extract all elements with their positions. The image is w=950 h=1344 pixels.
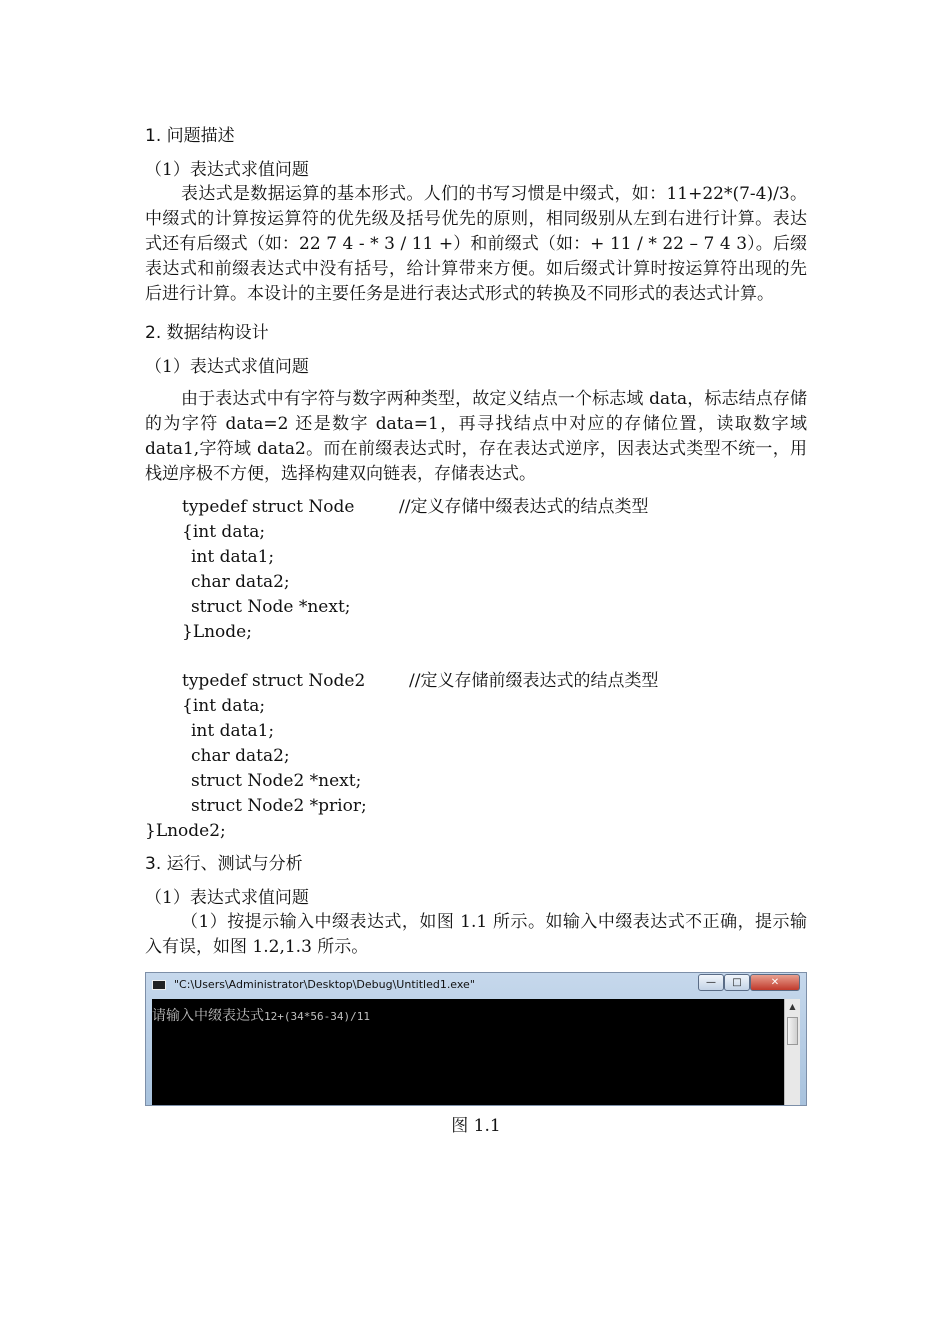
document-page bbox=[145, 124, 807, 1138]
console-app-icon bbox=[152, 980, 166, 990]
code-line: typedef struct Node bbox=[182, 497, 355, 517]
paragraph-3: （1）按提示输入中缀表达式，如图 1.1 所示。如输入中缀表达式不正确，提示输入有误，如图 1.2,1.3 所示。 bbox=[145, 912, 807, 957]
console-output-area bbox=[152, 999, 784, 1105]
code-line: char data2; bbox=[191, 746, 290, 766]
console-scrollbar[interactable] bbox=[784, 999, 800, 1105]
code-line: int data1; bbox=[191, 721, 275, 741]
console-prompt: 请输入中缀表达式 bbox=[152, 1008, 264, 1024]
code-line: int data1; bbox=[191, 547, 275, 567]
scrollbar-thumb[interactable] bbox=[787, 1017, 798, 1045]
window-title: "C:\Users\Administrator\Desktop\Debug\Untitled1.exe" bbox=[174, 978, 475, 991]
window-titlebar bbox=[146, 973, 806, 997]
maximize-button[interactable]: □ bbox=[724, 974, 750, 991]
code-block-node2 bbox=[145, 669, 807, 844]
code-line: {int data; bbox=[182, 522, 266, 542]
paragraph-1: 表达式是数据运算的基本形式。人们的书写习惯是中缀式，如：11+22*(7-4)/3。中缀式的计算按运算符的优先级及括号优先的原则，相同级别从左到右进行计算。表达式还有后缀式（如：22 7 4 - * 3 / 11 +）和前缀式（如：+ 11 / * 22 – 7 4 3）。后缀表达式和前缀表达式中没有括号，给计算带来方便。如后缀式计算时按运算符出现的先后进行计算。本设计的主要任务是进行表达式形式的转换及不同形式的表达式计算。 bbox=[145, 184, 807, 304]
minimize-button[interactable]: — bbox=[698, 974, 724, 991]
console-window-screenshot bbox=[145, 972, 807, 1106]
figure-caption: 图 1.1 bbox=[451, 1116, 501, 1136]
code-line: typedef struct Node2 bbox=[182, 671, 366, 691]
paragraph-2: 由于表达式中有字符与数字两种类型，故定义结点一个标志域 data，标志结点存储的为字符 data=2 还是数字 data=1，再寻找结点中对应的存储位置，读取数字域 data1,字符域 data2。而在前缀表达式时，存在表达式逆序，因表达式类型不统一，用栈逆序极不方便，选择构建双向链表，存储表达式。 bbox=[145, 389, 807, 484]
code-line: {int data; bbox=[182, 696, 266, 716]
subsection-title-2: （1）表达式求值问题 bbox=[145, 357, 309, 377]
section-heading-3: 3. 运行、测试与分析 bbox=[145, 854, 303, 874]
section-heading-1: 1. 问题描述 bbox=[145, 126, 235, 146]
code-line: }Lnode2; bbox=[145, 821, 226, 841]
code-comment: //定义存储前缀表达式的结点类型 bbox=[409, 671, 659, 691]
scroll-up-icon[interactable]: ▲ bbox=[789, 1002, 796, 1011]
code-line: struct Node2 *prior; bbox=[191, 796, 367, 816]
code-block-node bbox=[145, 495, 807, 645]
code-line: char data2; bbox=[191, 572, 290, 592]
subsection-title-1: （1）表达式求值问题 bbox=[145, 160, 309, 180]
code-line: }Lnode; bbox=[182, 622, 252, 642]
console-input: 12+(34*56-34)/11 bbox=[264, 1010, 370, 1023]
subsection-title-3: （1）表达式求值问题 bbox=[145, 888, 309, 908]
section-heading-2: 2. 数据结构设计 bbox=[145, 323, 269, 343]
code-line: struct Node *next; bbox=[191, 597, 351, 617]
close-button[interactable]: ✕ bbox=[750, 974, 800, 991]
code-comment: //定义存储中缀表达式的结点类型 bbox=[399, 497, 649, 517]
code-line: struct Node2 *next; bbox=[191, 771, 362, 791]
